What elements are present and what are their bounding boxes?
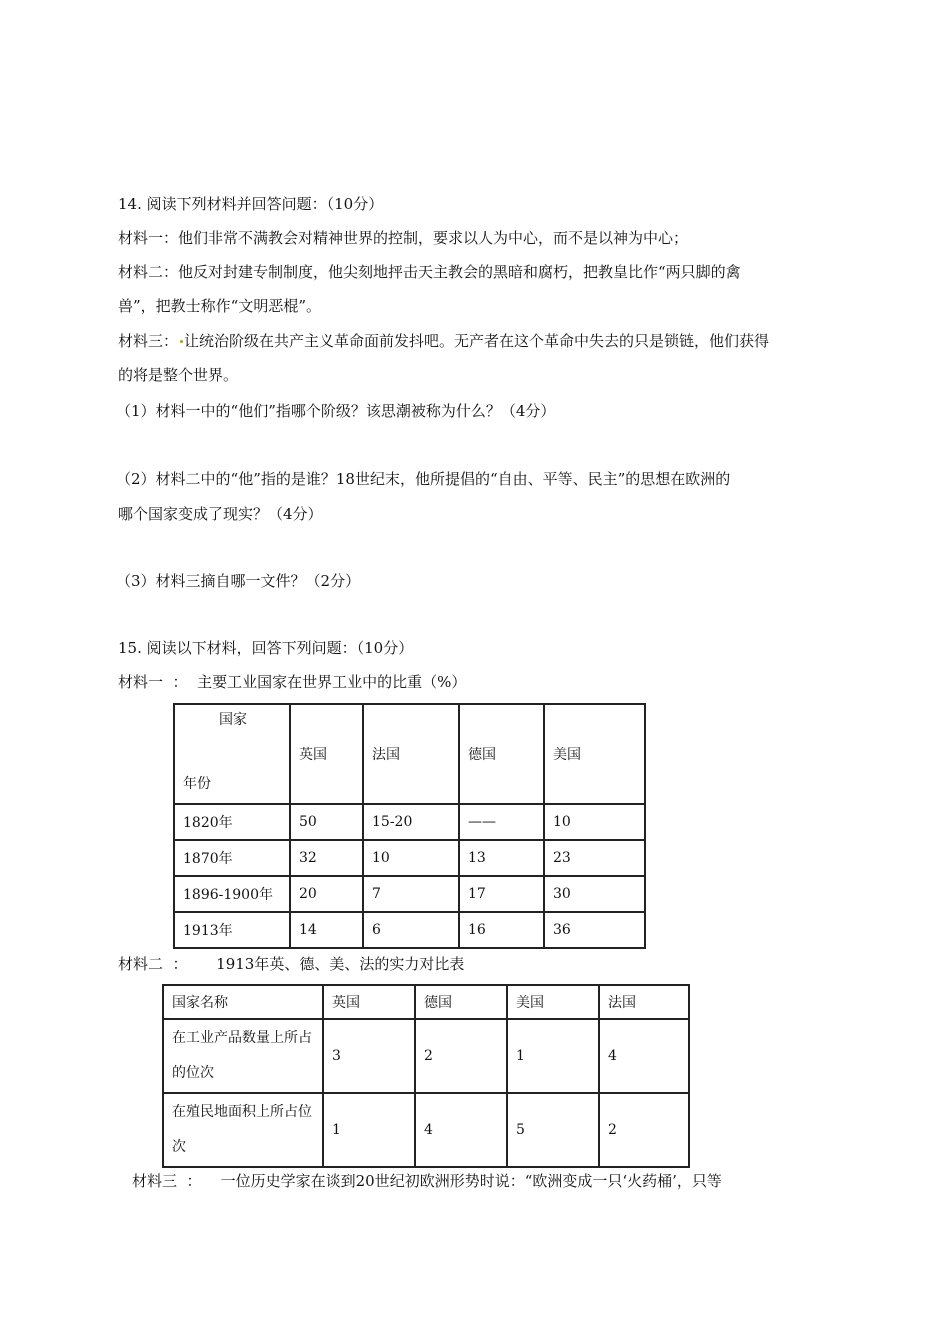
- q15-material-1-label: 材料一 ： 主要工业国家在世界工业中的比重（%）: [118, 673, 467, 691]
- table1-cell: 7: [363, 876, 459, 912]
- table-row: [163, 1093, 689, 1167]
- table1-year-cell: 1820年: [174, 804, 290, 840]
- table2-header: 德国: [415, 985, 507, 1019]
- table2-cell: 1: [507, 1019, 599, 1093]
- q14-title: 14. 阅读下列材料并回答问题：（10分）: [118, 195, 384, 213]
- table2-cell: 5: [507, 1093, 599, 1167]
- table1-header: 美国: [544, 704, 645, 804]
- table-row: [163, 1019, 689, 1093]
- table2-header: 英国: [323, 985, 415, 1019]
- table-row: [174, 876, 645, 912]
- table1-cell: 32: [290, 840, 363, 876]
- q15-material-3: 材料三 ： 一位历史学家在谈到20世纪初欧洲形势时说：“欧洲变成一只‘火药桶’，只等: [132, 1172, 722, 1190]
- table2-header: 国家名称: [163, 985, 323, 1019]
- table1-cell: 50: [290, 804, 363, 840]
- power-comparison-table: [162, 984, 690, 1168]
- q14-material-3-line1: [118, 330, 769, 352]
- table2-row-label: 在工业产品数量上所占的位次: [163, 1019, 323, 1093]
- q14-material-2-line2: 兽”，把教士称作“文明恶棍”。: [118, 297, 322, 315]
- table1-year-cell: 1913年: [174, 912, 290, 948]
- table1-cell: 30: [544, 876, 645, 912]
- q14-material-3-prefix: 材料三：: [118, 332, 179, 350]
- table1-cell: ——: [459, 804, 544, 840]
- q14-subquestion-2-line2: 哪个国家变成了现实？（4分）: [118, 505, 323, 523]
- table-row: [174, 804, 645, 840]
- q14-material-3-text: 让统治阶级在共产主义革命面前发抖吧。无产者在这个革命中失去的只是锁链，他们获得: [184, 332, 770, 350]
- q14-material-2-line1: 材料二：他反对封建专制制度，他尖刻地抨击天主教会的黑暗和腐朽，把教皇比作“两只脚的禽: [118, 263, 741, 281]
- table2-cell: 3: [323, 1019, 415, 1093]
- table1-cell: 17: [459, 876, 544, 912]
- stray-dot-icon: [180, 340, 183, 343]
- q14-subquestion-3: （3）材料三摘自哪一文件？（2分）: [116, 572, 361, 590]
- table1-cell: 36: [544, 912, 645, 948]
- q14-subquestion-2-line1: （2）材料二中的“他”指的是谁？18世纪末，他所提倡的“自由、平等、民主”的思想在欧洲的: [116, 470, 731, 488]
- table2-cell: 4: [599, 1019, 689, 1093]
- table1-cell: 15-20: [363, 804, 459, 840]
- table1-header: 英国: [290, 704, 363, 804]
- table-row: [174, 840, 645, 876]
- table1-cell: 10: [544, 804, 645, 840]
- table1-cell: 20: [290, 876, 363, 912]
- table-row: [174, 912, 645, 948]
- table2-header: 美国: [507, 985, 599, 1019]
- table1-corner-cell: [174, 704, 290, 804]
- table1-year-cell: 1870年: [174, 840, 290, 876]
- table1-cell: 13: [459, 840, 544, 876]
- table2-cell: 1: [323, 1093, 415, 1167]
- table1-year-cell: 1896-1900年: [174, 876, 290, 912]
- table2-header: 法国: [599, 985, 689, 1019]
- q14-subquestion-1: （1）材料一中的“他们”指哪个阶级？该思潮被称为什么？（4分）: [116, 402, 556, 420]
- industry-share-table: [173, 703, 646, 949]
- q14-material-1: 材料一：他们非常不满教会对精神世界的控制，要求以人为中心，而不是以神为中心；: [118, 229, 689, 247]
- table1-cell: 14: [290, 912, 363, 948]
- table1-cell: 10: [363, 840, 459, 876]
- q15-title: 15. 阅读以下材料，回答下列问题：（10分）: [118, 639, 414, 657]
- table1-cell: 16: [459, 912, 544, 948]
- table2-cell: 4: [415, 1093, 507, 1167]
- table2-cell: 2: [415, 1019, 507, 1093]
- table2-row-label: 在殖民地面积上所占位次: [163, 1093, 323, 1167]
- table1-cell: 23: [544, 840, 645, 876]
- table1-header: 法国: [363, 704, 459, 804]
- table2-cell: 2: [599, 1093, 689, 1167]
- table1-corner-year: 年份: [183, 776, 211, 792]
- q14-material-3-line2: 的将是整个世界。: [118, 366, 239, 384]
- q15-material-2-label: 材料二 ： 1913年英、德、美、法的实力对比表: [118, 955, 465, 973]
- table1-corner-country: 国家: [219, 712, 247, 728]
- table1-header: 德国: [459, 704, 544, 804]
- table1-cell: 6: [363, 912, 459, 948]
